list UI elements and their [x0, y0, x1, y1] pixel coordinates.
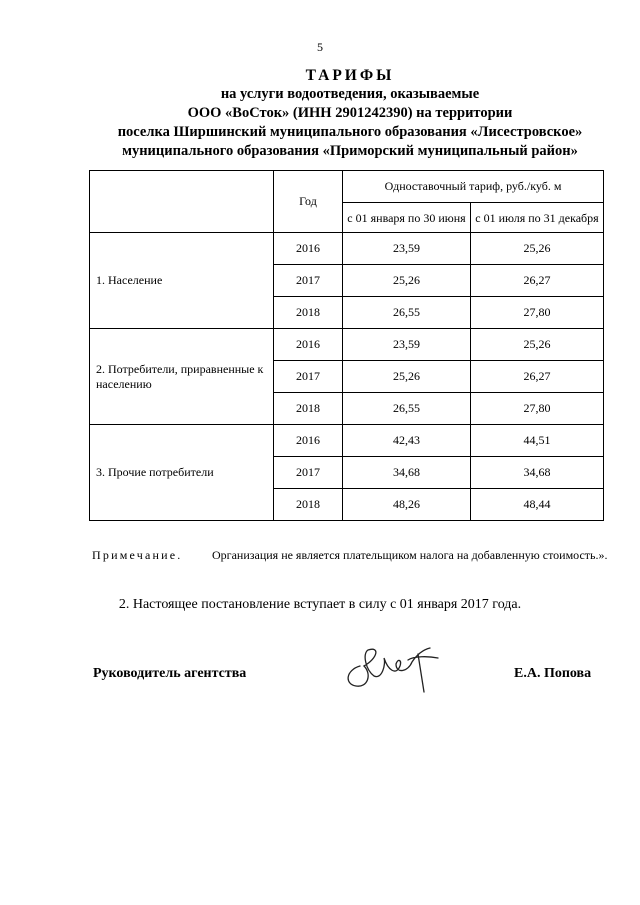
year-cell: 2018 — [274, 489, 343, 521]
title-line-2: на услуги водоотведения, оказываемые — [220, 86, 480, 102]
tariffs-table-body — [90, 233, 604, 521]
title-line-4: поселка Ширшинский муниципального образования «Лисестровское» — [117, 124, 583, 140]
note-label: Примечание. — [92, 548, 183, 562]
year-cell: 2018 — [274, 297, 343, 329]
consumer-group-label: 2. Потребители, приравненные к населению — [90, 329, 274, 425]
tariff-h1-cell: 26,55 — [343, 393, 471, 425]
header-period-1: с 01 января по 30 июня — [343, 203, 471, 233]
table-row — [90, 425, 604, 457]
tariff-h2-cell: 27,80 — [470, 393, 603, 425]
tariff-h2-cell: 48,44 — [470, 489, 603, 521]
title-line-3: ООО «ВоСток» (ИНН 2901242390) на территории — [187, 105, 513, 121]
signatory-name: Е.А. Попова — [514, 666, 592, 681]
tariff-h2-cell: 27,80 — [470, 297, 603, 329]
signatory-role: Руководитель агентства — [93, 666, 247, 681]
header-tariff: Одноставочный тариф, руб./куб. м — [343, 171, 604, 203]
handwritten-signature — [338, 636, 448, 696]
tariff-h1-cell: 48,26 — [343, 489, 471, 521]
year-cell: 2017 — [274, 361, 343, 393]
tariff-h1-cell: 25,26 — [343, 361, 471, 393]
tariff-h1-cell: 25,26 — [343, 265, 471, 297]
tariff-h1-cell: 42,43 — [343, 425, 471, 457]
tariff-h2-cell: 25,26 — [470, 329, 603, 361]
effective-date-clause: 2. Настоящее постановление вступает в силу с 01 января 2017 года. — [118, 597, 522, 612]
year-cell: 2016 — [274, 329, 343, 361]
header-year: Год — [274, 171, 343, 233]
year-cell: 2017 — [274, 457, 343, 489]
tariff-h1-cell: 26,55 — [343, 297, 471, 329]
tariffs-table — [89, 170, 604, 521]
year-cell: 2016 — [274, 233, 343, 265]
tariff-h2-cell: 26,27 — [470, 361, 603, 393]
consumer-group-label: 3. Прочие потребители — [90, 425, 274, 521]
year-cell: 2016 — [274, 425, 343, 457]
tariff-h2-cell: 44,51 — [470, 425, 603, 457]
page-number: 5 — [317, 40, 323, 54]
tariff-h2-cell: 25,26 — [470, 233, 603, 265]
tariff-h1-cell: 23,59 — [343, 329, 471, 361]
year-cell: 2017 — [274, 265, 343, 297]
document-title — [80, 66, 620, 161]
year-cell: 2018 — [274, 393, 343, 425]
note — [92, 546, 612, 564]
header-period-2: с 01 июля по 31 декабря — [470, 203, 603, 233]
tariff-h1-cell: 34,68 — [343, 457, 471, 489]
consumer-group-label: 1. Население — [90, 233, 274, 329]
title-heading: ТАРИФЫ — [305, 67, 395, 84]
tariff-h2-cell: 34,68 — [470, 457, 603, 489]
tariff-h1-cell: 23,59 — [343, 233, 471, 265]
table-row — [90, 329, 604, 361]
table-row — [90, 233, 604, 265]
header-empty-cell — [90, 171, 274, 233]
tariff-h2-cell: 26,27 — [470, 265, 603, 297]
title-line-5: муниципального образования «Приморский муниципальный район» — [122, 143, 578, 159]
note-text: Организация не является плательщиком налога на добавленную стоимость.». — [212, 548, 608, 562]
